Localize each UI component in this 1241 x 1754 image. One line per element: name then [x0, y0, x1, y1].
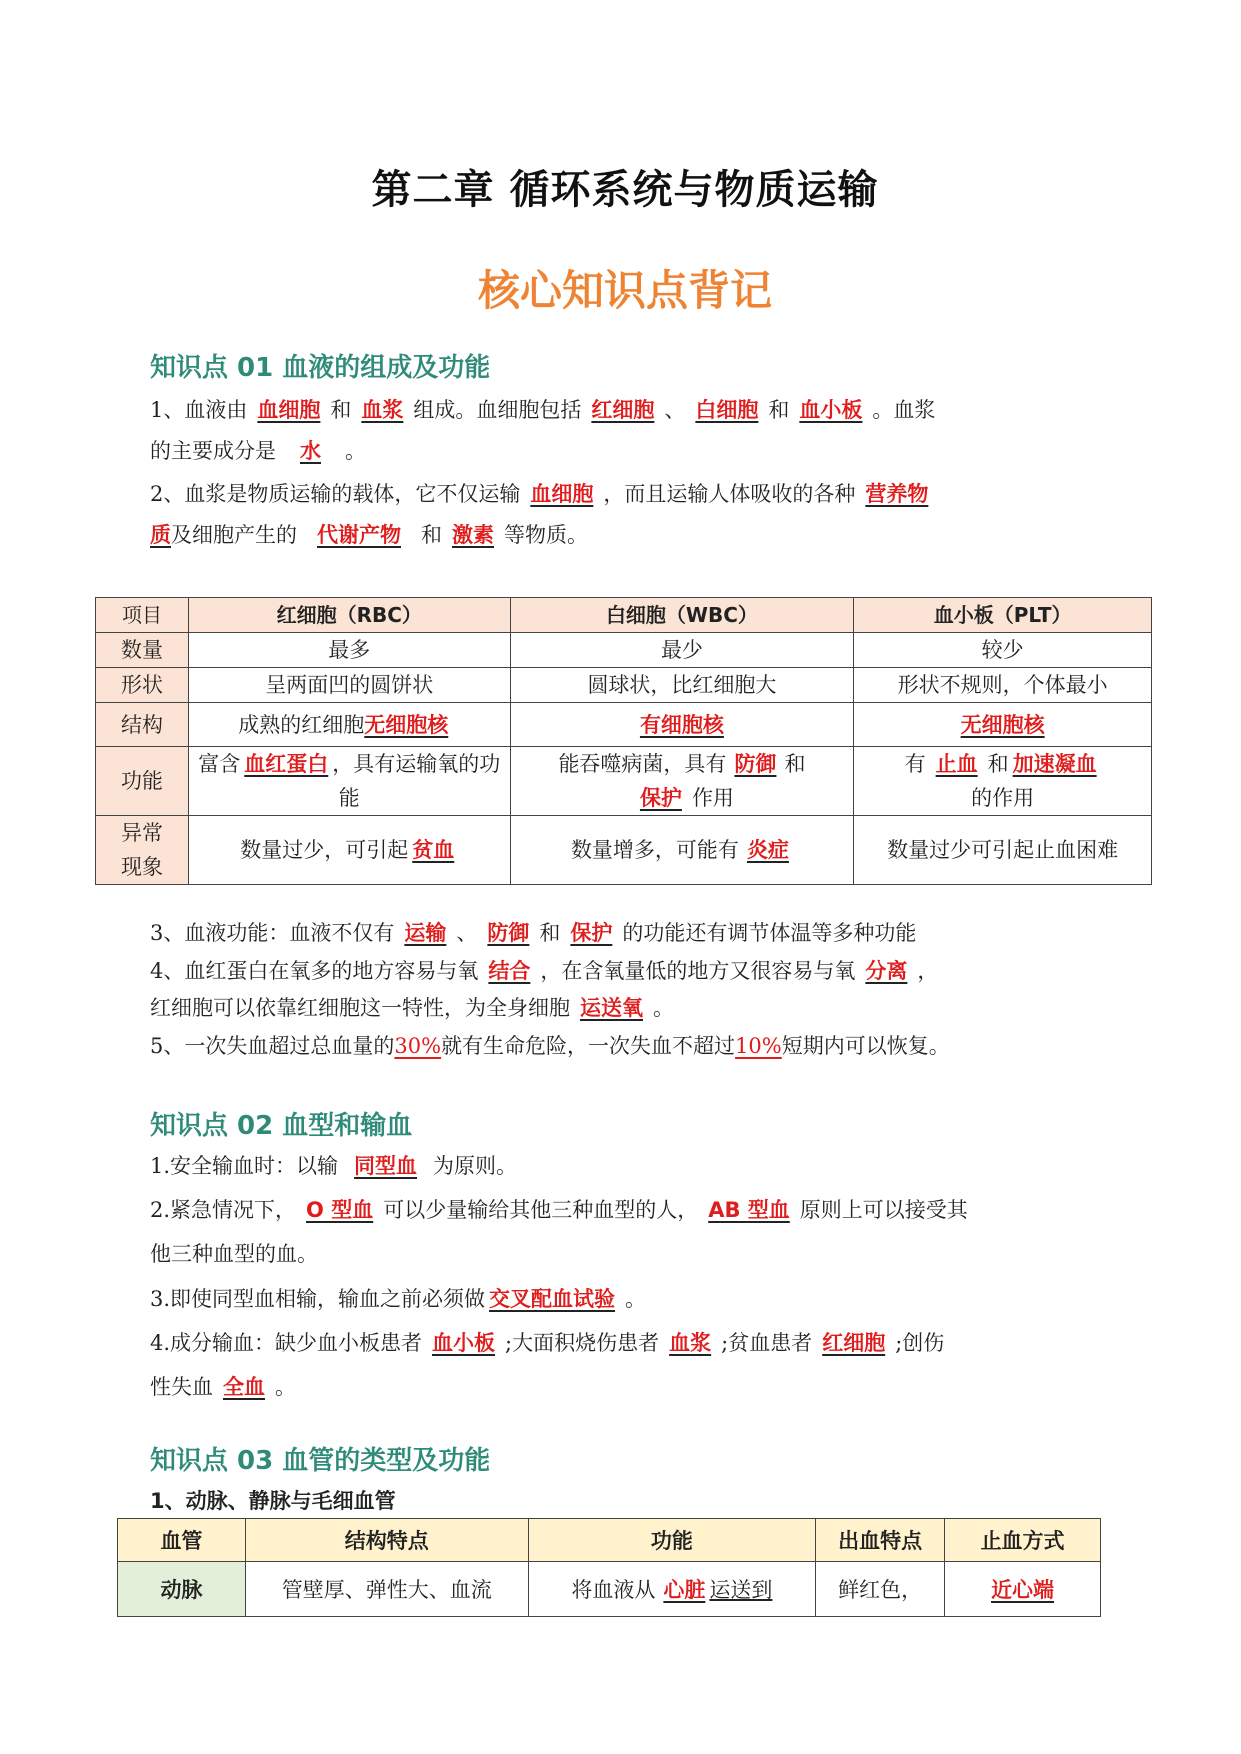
- blood-vessel-table: [117, 1518, 1101, 1617]
- table-cell: 圆球状，比红细胞大: [510, 668, 854, 703]
- page-subtitle: 核心知识点背记: [477, 266, 772, 315]
- s1-para-5: 5、一次失血超过总血量的30%就有生命危险，一次失血不超过10%短期内可以恢复。: [150, 1034, 950, 1058]
- row-label: 形状: [96, 668, 189, 703]
- table-header-row: [118, 1519, 1101, 1562]
- s2-para-4: 4.成分输血：缺少血小板患者 血小板 ;大面积烧伤患者 血浆 ;贫血患者 红细胞 ;创伤: [150, 1331, 945, 1355]
- header-hemostasis: 止血方式: [945, 1519, 1101, 1562]
- s2-para-3: 3.即使同型血相输，输血之前必须做 交叉配血试验 。: [150, 1287, 647, 1311]
- table-header-row: [96, 598, 1152, 633]
- table-cell: 成熟的红细胞无细胞核: [188, 703, 510, 747]
- table-cell: 数量过少可引起止血困难: [854, 816, 1152, 885]
- table-cell: 近心端: [945, 1562, 1101, 1617]
- header-vessel: 血管: [118, 1519, 246, 1562]
- row-label: 数量: [96, 633, 189, 668]
- table-cell: 最多: [188, 633, 510, 668]
- section-heading-02: 知识点 02 血型和输血: [150, 1111, 413, 1141]
- section-heading-03: 知识点 03 血管的类型及功能: [150, 1446, 491, 1476]
- header-item: 项目: [96, 598, 189, 633]
- chapter-title: 第二章 循环系统与物质运输: [371, 167, 879, 213]
- table-cell: 数量增多，可能有 炎症: [510, 816, 854, 885]
- header-function: 功能: [528, 1519, 816, 1562]
- table-cell: 最少: [510, 633, 854, 668]
- table-row: [118, 1562, 1101, 1617]
- row-label: 功能: [96, 747, 189, 816]
- subsection-title: 1、动脉、静脉与毛细血管: [150, 1489, 396, 1513]
- table-cell: 管壁厚、弹性大、血流: [245, 1562, 528, 1617]
- s2-para-2b: 他三种血型的血。: [150, 1242, 318, 1266]
- table-row: [96, 816, 1152, 885]
- header-plt: 血小板（PLT）: [854, 598, 1152, 633]
- table-row: [96, 747, 1152, 816]
- table-row: [96, 703, 1152, 747]
- header-wbc: 白细胞（WBC）: [510, 598, 854, 633]
- header-structure: 结构特点: [245, 1519, 528, 1562]
- section-heading-01: 知识点 01 血液的组成及功能: [150, 353, 491, 383]
- row-label: 结构: [96, 703, 189, 747]
- header-rbc: 红细胞（RBC）: [188, 598, 510, 633]
- table-cell: 将血液从 心脏 运送到: [528, 1562, 816, 1617]
- table-cell: 形状不规则，个体最小: [854, 668, 1152, 703]
- s1-para-1: 1、血液由 血细胞 和 血浆 组成。血细胞包括 红细胞 、 白细胞 和 血小板 。血浆: [150, 398, 936, 422]
- table-cell: 有 止血 和 加速凝血 的作用: [854, 747, 1152, 816]
- s1-para-4: 4、血红蛋白在氧多的地方容易与氧 结合 ，在含氧量低的地方又很容易与氧 分离 ，: [150, 959, 939, 983]
- s1-para-2: 2、血浆是物质运输的载体，它不仅运输 血细胞 ，而且运输人体吸收的各种 营养物: [150, 482, 929, 506]
- s1-para-3: 3、血液功能：血液不仅有 运输 、 防御 和 保护 的功能还有调节体温等多种功能: [150, 921, 917, 945]
- table-cell: 能吞噬病菌，具有 防御 和 保护 作用: [510, 747, 854, 816]
- table-cell: 较少: [854, 633, 1152, 668]
- s2-para-4b: 性失血 全血 。: [150, 1375, 296, 1399]
- table-cell: 无细胞核: [854, 703, 1152, 747]
- s2-para-2: 2.紧急情况下， O 型血 可以少量输给其他三种血型的人， AB 型血 原则上可以接受其: [150, 1198, 968, 1222]
- s1-para-1b: 的主要成分是 水 。: [150, 439, 366, 463]
- s2-para-1: 1.安全输血时：以输 同型血 为原则。: [150, 1154, 518, 1178]
- table-cell: 鲜红色，: [816, 1562, 945, 1617]
- row-label: 动脉: [118, 1562, 246, 1617]
- table-row: [96, 633, 1152, 668]
- s1-para-4b: 红细胞可以依靠红细胞这一特性，为全身细胞 运送氧 。: [150, 996, 674, 1020]
- row-label: 异常现象: [96, 816, 189, 885]
- table-cell: 数量过少，可引起 贫血: [188, 816, 510, 885]
- table-cell: 有细胞核: [510, 703, 854, 747]
- table-row: [96, 668, 1152, 703]
- s1-para-2b: 质及细胞产生的 代谢产物 和 激素 等物质。: [150, 523, 588, 547]
- header-bleeding: 出血特点: [816, 1519, 945, 1562]
- table-cell: 呈两面凹的圆饼状: [188, 668, 510, 703]
- table-cell: 富含 血红蛋白 ，具有运输氧的功能: [188, 747, 510, 816]
- blood-cells-table: [95, 597, 1152, 885]
